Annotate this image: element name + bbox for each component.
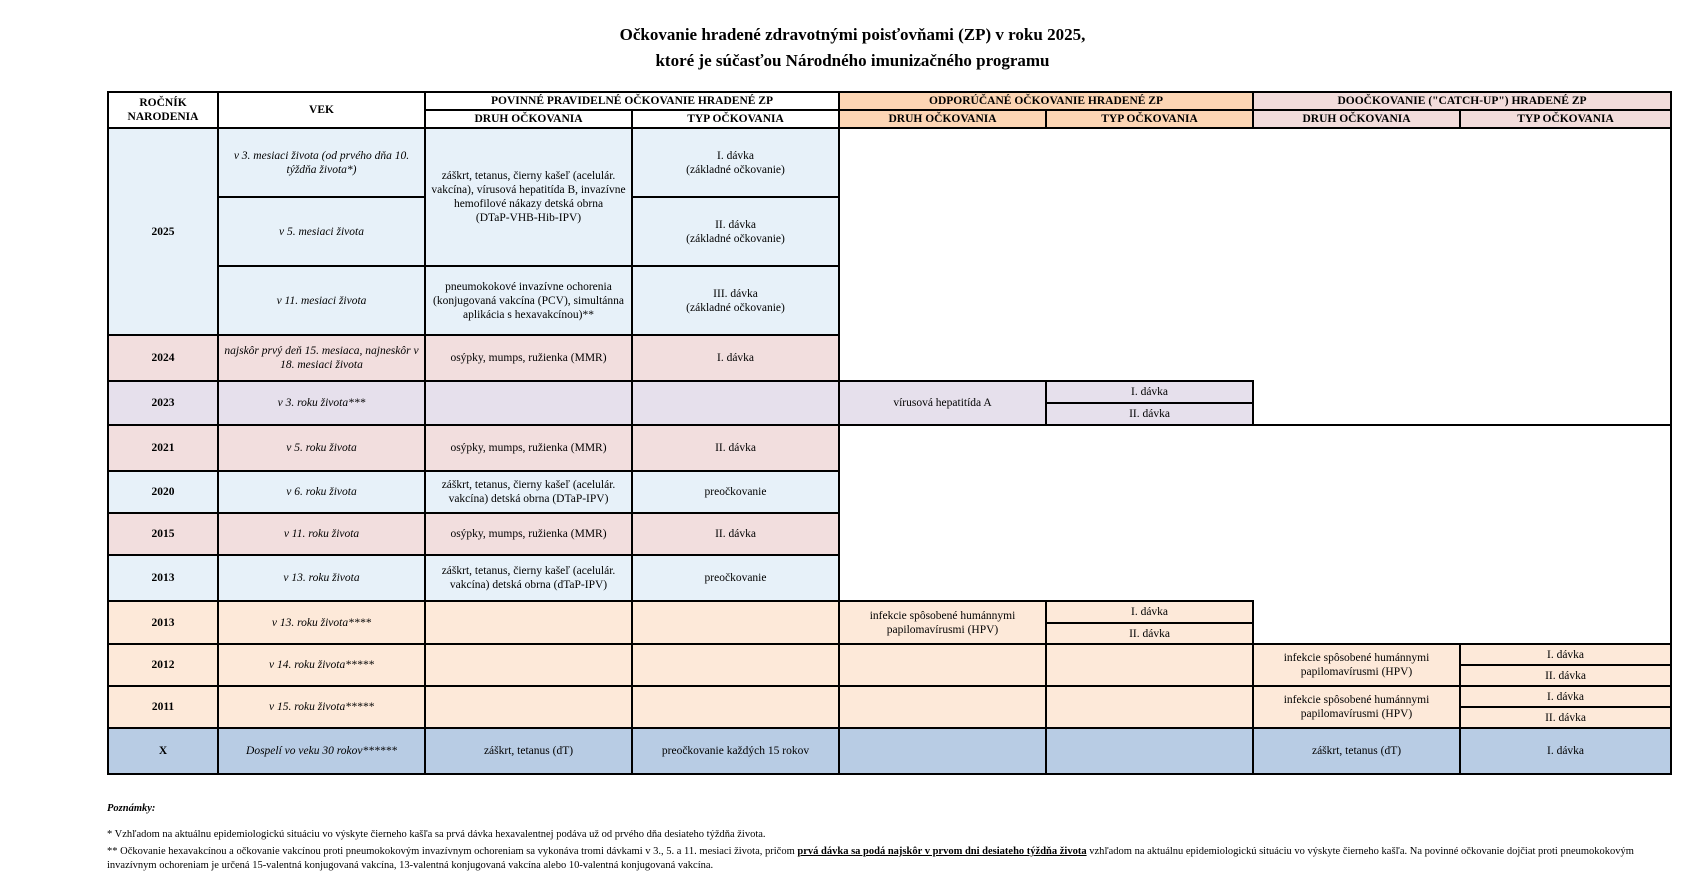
druh-2011-empty xyxy=(425,686,632,728)
year-2011: 2011 xyxy=(108,686,218,728)
odp-druh-adults-empty xyxy=(839,728,1046,774)
typ-2013-b-empty xyxy=(632,601,839,644)
age-11-month: v 11. mesiaci života xyxy=(218,266,425,335)
year-2020: 2020 xyxy=(108,471,218,513)
druh-pcv: pneumokokové invazívne ochorenia (konjugovaná vakcína (PCV), simultánna aplikácia s hexavakcínou)** xyxy=(425,266,632,335)
cu-druh-adults: záškrt, tetanus (dT) xyxy=(1253,728,1460,774)
druh-adults: záškrt, tetanus (dT) xyxy=(425,728,632,774)
typ-2024: I. dávka xyxy=(632,335,839,381)
odp-druh-2013-hpv: infekcie spôsobené humánnymi papilomavírusmi (HPV) xyxy=(839,601,1046,644)
age-2024: najskôr prvý deň 15. mesiaca, najneskôr v 18. mesiaci života xyxy=(218,335,425,381)
typ-adults: preočkovanie každých 15 rokov xyxy=(632,728,839,774)
blank-area-2013-b xyxy=(1253,601,1671,644)
year-x: X xyxy=(108,728,218,774)
year-2013-b: 2013 xyxy=(108,601,218,644)
blank-area-2025 xyxy=(839,128,1671,335)
note-2-underlined: prvá dávka sa podá najskôr v prvom dni desiateho týždňa života xyxy=(797,846,1087,857)
blank-area-2023 xyxy=(1253,381,1671,425)
note-2 xyxy=(107,845,1677,873)
typ-2025-dose-3 xyxy=(632,266,839,335)
typ-2025-dose-1-note: (základné očkovanie) xyxy=(686,163,785,176)
typ-2025-dose-2 xyxy=(632,197,839,266)
cu-typ-2012-dose-1: I. dávka xyxy=(1460,644,1671,665)
year-2013-a: 2013 xyxy=(108,555,218,601)
header-cu-typ: TYP OČKOVANIA xyxy=(1460,110,1671,128)
cu-typ-2011-dose-1: I. dávka xyxy=(1460,686,1671,707)
odp-druh-2012-empty xyxy=(839,644,1046,686)
odp-typ-2011-empty xyxy=(1046,686,1253,728)
druh-2024: osýpky, mumps, ružienka (MMR) xyxy=(425,335,632,381)
odp-typ-2023-dose-2: II. dávka xyxy=(1046,403,1253,425)
age-2023: v 3. roku života*** xyxy=(218,381,425,425)
note-2-part-a: ** Očkovanie hexavakcínou a očkovanie vakcínou proti pneumokokovým invazívnym ochoreniam sa vykonáva tromi dávkami v 3., 5. a 11. mesiaci života, pričom xyxy=(107,846,798,857)
odp-typ-2013-dose-1: I. dávka xyxy=(1046,601,1253,623)
age-2020: v 6. roku života xyxy=(218,471,425,513)
year-2012: 2012 xyxy=(108,644,218,686)
druh-hexavakcina-code: (DTaP-VHB-Hib-IPV) xyxy=(475,212,582,224)
druh-hexavakcina xyxy=(425,128,632,266)
header-odp-typ: TYP OČKOVANIA xyxy=(1046,110,1253,128)
druh-hexavakcina-text: záškrt, tetanus, čierny kašeľ (acelulár. vakcína), vírusová hepatitída B, invazívne hemofilové nákazy detská obrna xyxy=(431,170,626,210)
header-vek: VEK xyxy=(218,92,425,128)
note-1: * Vzhľadom na aktuálnu epidemiologickú situáciu vo výskyte čierneho kašľa sa prvá dávka hexavalentnej podáva už od prvého dňa desiateho týždňa života. xyxy=(107,829,766,840)
typ-2023-empty xyxy=(632,381,839,425)
header-rocnik: ROČNÍK NARODENIA xyxy=(108,92,218,128)
odp-druh-2023: vírusová hepatitída A xyxy=(839,381,1046,425)
year-2025: 2025 xyxy=(108,128,218,335)
note-2-part-b: vzhľadom na aktuálnu epidemiologickú situáciu vo výskyte čierneho kašľa. Na povinné očkovanie dojčiat proti pneumokokovým invazívnym ochoreniam je určená 15-valentná konjugovaná vakcína, 13-valentná konjugovaná vakcína alebo 10-valentná konjugovaná vakcína. xyxy=(107,846,1634,871)
notes-title: Poznámky: xyxy=(107,803,156,814)
page-title-line-1: Očkovanie hradené zdravotnými poisťovňami (ZP) v roku 2025, xyxy=(619,25,1086,44)
druh-2023-empty xyxy=(425,381,632,425)
typ-2025-dose-1-label: I. dávka xyxy=(716,149,755,162)
blank-area-2024 xyxy=(839,335,1671,381)
typ-2013-a: preočkovanie xyxy=(632,555,839,601)
age-5-month: v 5. mesiaci života xyxy=(218,197,425,266)
header-doockovanie: DOOČKOVANIE ("CATCH-UP") HRADENÉ ZP xyxy=(1253,92,1671,110)
age-2011: v 15. roku života***** xyxy=(218,686,425,728)
cu-druh-2012-hpv: infekcie spôsobené humánnymi papilomavírusmi (HPV) xyxy=(1253,644,1460,686)
druh-2015: osýpky, mumps, ružienka (MMR) xyxy=(425,513,632,555)
cu-typ-2012-dose-2: II. dávka xyxy=(1460,665,1671,686)
blank-area-2021-2013 xyxy=(839,425,1671,601)
header-odporucane: ODPORÚČANÉ OČKOVANIE HRADENÉ ZP xyxy=(839,92,1253,110)
druh-2013-a: záškrt, tetanus, čierny kašeľ (acelulár. vakcína) detská obrna (dTaP-IPV) xyxy=(425,555,632,601)
druh-2020: záškrt, tetanus, čierny kašeľ (acelulár. vakcína) detská obrna (DTaP-IPV) xyxy=(425,471,632,513)
odp-druh-2011-empty xyxy=(839,686,1046,728)
typ-2025-dose-3-note: (základné očkovanie) xyxy=(686,301,785,314)
year-2015: 2015 xyxy=(108,513,218,555)
druh-2021: osýpky, mumps, ružienka (MMR) xyxy=(425,425,632,471)
header-typ: TYP OČKOVANIA xyxy=(632,110,839,128)
typ-2011-empty xyxy=(632,686,839,728)
typ-2025-dose-2-note: (základné očkovanie) xyxy=(686,232,785,245)
druh-2013-b-empty xyxy=(425,601,632,644)
page-title-line-2: ktoré je súčasťou Národného imunizačného programu xyxy=(655,51,1050,70)
age-3-month: v 3. mesiaci života (od prvého dňa 10. týždňa života*) xyxy=(218,128,425,197)
vaccination-schedule-table xyxy=(107,91,1672,775)
age-2012: v 14. roku života***** xyxy=(218,644,425,686)
odp-typ-2012-empty xyxy=(1046,644,1253,686)
header-odp-druh: DRUH OČKOVANIA xyxy=(839,110,1046,128)
typ-2025-dose-3-label: III. dávka xyxy=(713,287,758,300)
age-adults-30: Dospelí vo veku 30 rokov****** xyxy=(218,728,425,774)
odp-typ-adults-empty xyxy=(1046,728,1253,774)
odp-typ-2013-dose-2: II. dávka xyxy=(1046,623,1253,644)
age-2021: v 5. roku života xyxy=(218,425,425,471)
typ-2021: II. dávka xyxy=(632,425,839,471)
header-druh: DRUH OČKOVANIA xyxy=(425,110,632,128)
age-2015: v 11. roku života xyxy=(218,513,425,555)
year-2021: 2021 xyxy=(108,425,218,471)
druh-2012-empty xyxy=(425,644,632,686)
odp-typ-2023-dose-1: I. dávka xyxy=(1046,381,1253,403)
typ-2012-empty xyxy=(632,644,839,686)
cu-typ-adults: I. dávka xyxy=(1460,728,1671,774)
header-povinne: POVINNÉ PRAVIDELNÉ OČKOVANIE HRADENÉ ZP xyxy=(425,92,839,110)
typ-2015: II. dávka xyxy=(632,513,839,555)
header-cu-druh: DRUH OČKOVANIA xyxy=(1253,110,1460,128)
age-2013-a: v 13. roku života xyxy=(218,555,425,601)
typ-2025-dose-2-label: II. dávka xyxy=(715,218,756,231)
typ-2025-dose-1 xyxy=(632,128,839,197)
age-2013-b: v 13. roku života**** xyxy=(218,601,425,644)
year-2024: 2024 xyxy=(108,335,218,381)
cu-druh-2011-hpv: infekcie spôsobené humánnymi papilomavírusmi (HPV) xyxy=(1253,686,1460,728)
year-2023: 2023 xyxy=(108,381,218,425)
cu-typ-2011-dose-2: II. dávka xyxy=(1460,707,1671,728)
typ-2020: preočkovanie xyxy=(632,471,839,513)
